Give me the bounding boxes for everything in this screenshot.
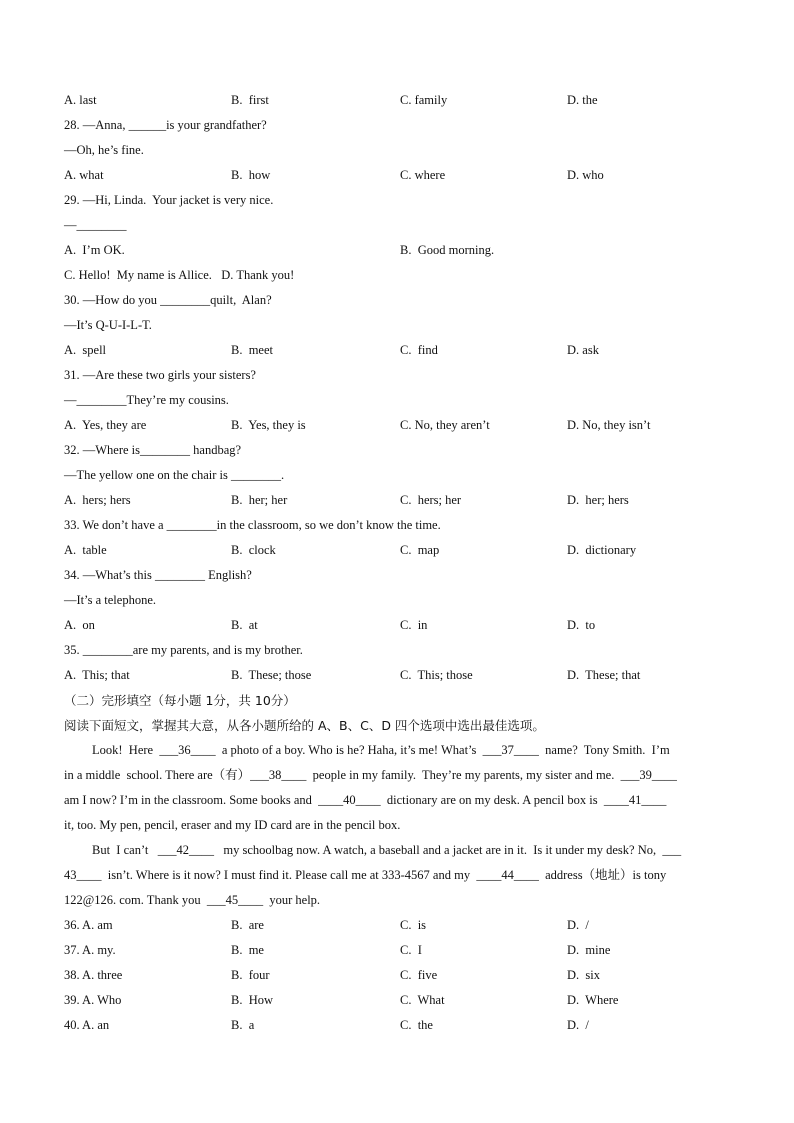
option-text: B. clock	[231, 543, 276, 557]
passage-paragraph-line: Look! Here ___36____ a photo of a boy. Who is he? Haha, it’s me! What’s ___37____ name? Tony Smith. I’m	[92, 743, 670, 757]
question-line: 33. We don’t have a ________in the classroom, so we don’t know the time.	[64, 518, 441, 532]
option-text: A. This; that	[64, 668, 130, 682]
option-text: C. hers; her	[400, 493, 462, 507]
option-text: A. hers; hers	[64, 493, 131, 507]
section-heading: （二）完形填空（每小题 1分，共 10分）	[64, 693, 296, 708]
option-text: A. table	[64, 543, 107, 557]
option-text: B. How	[231, 993, 274, 1007]
option-text: C. in	[400, 618, 428, 632]
text-line	[64, 688, 744, 713]
text-line	[64, 363, 744, 388]
text-line	[64, 313, 744, 338]
options-row	[64, 1013, 744, 1038]
options-row	[64, 988, 744, 1013]
options-row	[64, 538, 744, 563]
question-line: —It’s Q-U-I-L-T.	[64, 318, 152, 332]
option-text: D. Where	[567, 993, 619, 1007]
options-row	[64, 938, 744, 963]
option-text: 37. A. my.	[64, 943, 116, 957]
option-text: B. how	[231, 168, 271, 182]
options-row	[64, 88, 744, 113]
option-text: C. No, they aren’t	[400, 418, 490, 432]
question-line: 31. —Are these two girls your sisters?	[64, 368, 256, 382]
option-text: D. /	[567, 1018, 589, 1032]
text-line	[64, 438, 744, 463]
text-line	[64, 138, 744, 163]
option-text: B. first	[231, 93, 269, 107]
option-text: 38. A. three	[64, 968, 123, 982]
option-text: C. family	[400, 93, 448, 107]
option-text: D. /	[567, 918, 589, 932]
options-row	[64, 913, 744, 938]
option-text: A. last	[64, 93, 97, 107]
option-text: C. five	[400, 968, 438, 982]
passage-paragraph-line: But I can’t ___42____ my schoolbag now. A watch, a baseball and a jacket are in it. Is it under my desk? No, ___	[92, 843, 682, 857]
question-line: —The yellow one on the chair is ________.	[64, 468, 285, 482]
question-line: 35. ________are my parents, and is my brother.	[64, 643, 303, 657]
option-text: C. where	[400, 168, 446, 182]
option-text: D. No, they isn’t	[567, 418, 651, 432]
question-line: 122@126. com. Thank you ___45____ your help.	[64, 893, 321, 907]
option-text: D. dictionary	[567, 543, 637, 557]
option-text: B. Good morning.	[400, 243, 495, 257]
options-row	[64, 163, 744, 188]
option-text: A. Yes, they are	[64, 418, 147, 432]
text-line	[64, 863, 744, 888]
options-row	[64, 488, 744, 513]
option-text: C. find	[400, 343, 438, 357]
question-line: in a middle school. There are（有）___38____ people in my family. They’re my parents, my sister and me. ___39____	[64, 768, 677, 782]
option-text: B. at	[231, 618, 258, 632]
text-line	[64, 838, 744, 863]
question-line: it, too. My pen, pencil, eraser and my ID card are in the pencil box.	[64, 818, 401, 832]
option-text: C. I	[400, 943, 422, 957]
option-text: B. meet	[231, 343, 274, 357]
option-text: A. spell	[64, 343, 107, 357]
option-text: B. a	[231, 1018, 255, 1032]
section-heading: 阅读下面短文，掌握其大意，从各小题所给的 A、B、C、D 四个选项中选出最佳选项。	[64, 718, 545, 733]
question-line: C. Hello! My name is Allice. D. Thank you!	[64, 268, 295, 282]
option-text: B. are	[231, 918, 264, 932]
text-line	[64, 638, 744, 663]
text-line	[64, 463, 744, 488]
question-line: —Oh, he’s fine.	[64, 143, 144, 157]
question-line: 43____ isn’t. Where is it now? I must find it. Please call me at 333-4567 and my ____44____ address（地址）is tony	[64, 868, 667, 882]
option-text: D. mine	[567, 943, 611, 957]
text-line	[64, 888, 744, 913]
text-line	[64, 588, 744, 613]
text-line	[64, 563, 744, 588]
option-text: 40. A. an	[64, 1018, 110, 1032]
option-text: B. Yes, they is	[231, 418, 306, 432]
option-text: D. six	[567, 968, 600, 982]
option-text: D. These; that	[567, 668, 641, 682]
question-line: 28. —Anna, ______is your grandfather?	[64, 118, 267, 132]
text-line	[64, 288, 744, 313]
option-text: B. me	[231, 943, 264, 957]
text-line	[64, 388, 744, 413]
option-text: C. the	[400, 1018, 433, 1032]
text-line	[64, 788, 744, 813]
option-text: D. ask	[567, 343, 599, 357]
question-line: am I now? I’m in the classroom. Some books and ____40____ dictionary are on my desk. A pencil box is ____41____	[64, 793, 667, 807]
text-line	[64, 763, 744, 788]
options-row	[64, 238, 744, 263]
option-text: B. four	[231, 968, 270, 982]
option-text: D. to	[567, 618, 596, 632]
options-row	[64, 413, 744, 438]
question-line: 29. —Hi, Linda. Your jacket is very nice.	[64, 193, 274, 207]
text-line	[64, 513, 744, 538]
options-row	[64, 963, 744, 988]
question-line: 30. —How do you ________quilt, Alan?	[64, 293, 272, 307]
option-text: A. on	[64, 618, 95, 632]
text-line	[64, 188, 744, 213]
option-text: A. I’m OK.	[64, 243, 125, 257]
question-line: —________They’re my cousins.	[64, 393, 229, 407]
option-text: C. map	[400, 543, 440, 557]
text-line	[64, 263, 744, 288]
option-text: C. What	[400, 993, 445, 1007]
option-text: B. These; those	[231, 668, 312, 682]
option-text: C. This; those	[400, 668, 473, 682]
option-text: 36. A. am	[64, 918, 113, 932]
option-text: D. the	[567, 93, 598, 107]
option-text: 39. A. Who	[64, 993, 122, 1007]
text-line	[64, 813, 744, 838]
option-text: A. what	[64, 168, 104, 182]
text-line	[64, 738, 744, 763]
options-row	[64, 338, 744, 363]
question-line: —________	[64, 218, 127, 232]
text-line	[64, 113, 744, 138]
text-line	[64, 213, 744, 238]
question-line: —It’s a telephone.	[64, 593, 156, 607]
option-text: D. her; hers	[567, 493, 629, 507]
question-line: 32. —Where is________ handbag?	[64, 443, 242, 457]
option-text: B. her; her	[231, 493, 288, 507]
option-text: D. who	[567, 168, 604, 182]
options-row	[64, 663, 744, 688]
options-row	[64, 613, 744, 638]
question-line: 34. —What’s this ________ English?	[64, 568, 252, 582]
text-line	[64, 713, 744, 738]
option-text: C. is	[400, 918, 427, 932]
exam-page	[64, 88, 744, 1038]
